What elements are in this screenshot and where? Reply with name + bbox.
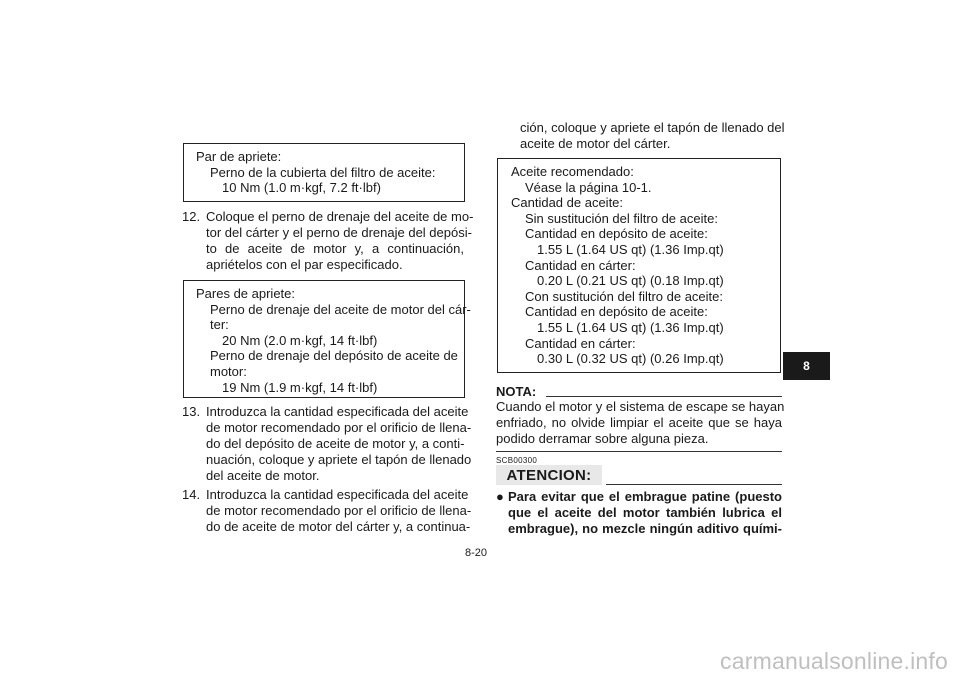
nota-rule (546, 396, 782, 397)
step-line: tor del cárter y el perno de drenaje del depósi- (206, 225, 472, 240)
step-line: Introduzca la cantidad especificada del aceite (206, 404, 469, 419)
step-12 (182, 209, 474, 273)
step-line: to de aceite de motor y, a continuación, (206, 241, 464, 256)
spec-item: Véase la página 10-1. (525, 179, 652, 195)
step-line: ción, coloque y apriete el tapón de llenado del (520, 120, 785, 135)
spec-value: 1.55 L (1.64 US qt) (1.36 Imp.qt) (537, 241, 724, 257)
torque-box-item: Perno de drenaje del aceite de motor del cár- (210, 301, 471, 317)
watermark: carmanualsonline.info (720, 648, 948, 674)
step-number: 13. (182, 404, 201, 419)
step-line: Introduzca la cantidad especificada del aceite (206, 487, 469, 502)
spec-value: 1.55 L (1.64 US qt) (1.36 Imp.qt) (537, 319, 724, 335)
warning-bullet (496, 489, 782, 537)
warning-line: embrague), no mezcle ningún aditivo quími- (508, 521, 782, 536)
torque-box-filter-cover (183, 143, 465, 202)
atencion-label: ATENCION: (496, 465, 602, 485)
warning-line: Para evitar que el embrague patine (puesto (508, 489, 782, 504)
step-line: de motor recomendado por el orificio de llena- (206, 420, 472, 435)
torque-box-title: Pares de apriete: (196, 286, 296, 301)
spec-item: Cantidad en cárter: (525, 335, 636, 351)
torque-box-item: ter: (210, 317, 229, 333)
nota-line: enfriado, no olvide limpiar el aceite que se haya (496, 415, 782, 430)
torque-box-item: motor: (210, 363, 247, 379)
spec-item: Cantidad en depósito de aceite: (525, 304, 708, 320)
spec-item: Con sustitución del filtro de aceite: (525, 288, 723, 304)
torque-box-title: Par de apriete: (196, 149, 282, 164)
nota-line: Cuando el motor y el sistema de escape se hayan (496, 399, 785, 414)
spec-item: Sin sustitución del filtro de aceite: (525, 210, 718, 226)
spec-heading: Cantidad de aceite: (511, 195, 624, 211)
oil-spec-box (497, 158, 781, 373)
spec-item: Cantidad en cárter: (525, 257, 636, 273)
reference-code: SCB00300 (496, 456, 538, 465)
step-line: do del depósito de aceite de motor y, a conti- (206, 436, 465, 451)
step-number: 14. (182, 487, 201, 502)
step-line: do de aceite de motor del cárter y, a continua- (206, 519, 471, 534)
step-13 (182, 404, 472, 484)
step-14-continuation (520, 120, 785, 152)
warning-line: que el aceite del motor también lubrica el (508, 505, 782, 520)
step-line: de motor recomendado por el orificio de llena- (206, 503, 472, 518)
section-tab: 8 (783, 352, 830, 380)
torque-box-value: 10 Nm (1.0 m·kgf, 7.2 ft·lbf) (222, 180, 381, 196)
atencion-rule (606, 484, 782, 485)
nota-end-rule (496, 451, 782, 452)
nota-title: NOTA: (496, 384, 537, 399)
torque-box-item: Perno de drenaje del depósito de aceite de (210, 348, 458, 364)
spec-item: Cantidad en depósito de aceite: (525, 226, 708, 242)
nota-line: podido derramar sobre alguna pieza. (496, 431, 709, 446)
step-number: 12. (182, 209, 201, 224)
step-line: apriételos con el par especificado. (206, 257, 403, 272)
spec-value: 0.20 L (0.21 US qt) (0.18 Imp.qt) (537, 273, 724, 289)
step-line: Coloque el perno de drenaje del aceite de mo- (206, 209, 474, 224)
nota-text (496, 399, 785, 447)
step-line: del aceite de motor. (206, 468, 320, 483)
spec-heading: Aceite recomendado: (511, 164, 634, 179)
torque-box-item: Perno de la cubierta del filtro de aceite: (210, 164, 436, 180)
bullet-icon: ● (496, 489, 504, 504)
page-number: 8-20 (465, 547, 488, 559)
spec-value: 0.30 L (0.32 US qt) (0.26 Imp.qt) (537, 351, 724, 367)
step-line: nuación, coloque y apriete el tapón de llenado (206, 452, 472, 467)
step-line: aceite de motor del cárter. (520, 136, 671, 151)
torque-box-value: 19 Nm (1.9 m·kgf, 14 ft·lbf) (222, 379, 378, 395)
torque-box-value: 20 Nm (2.0 m·kgf, 14 ft·lbf) (222, 332, 378, 348)
step-14 (182, 487, 472, 535)
torque-box-drain-bolts (183, 280, 471, 398)
